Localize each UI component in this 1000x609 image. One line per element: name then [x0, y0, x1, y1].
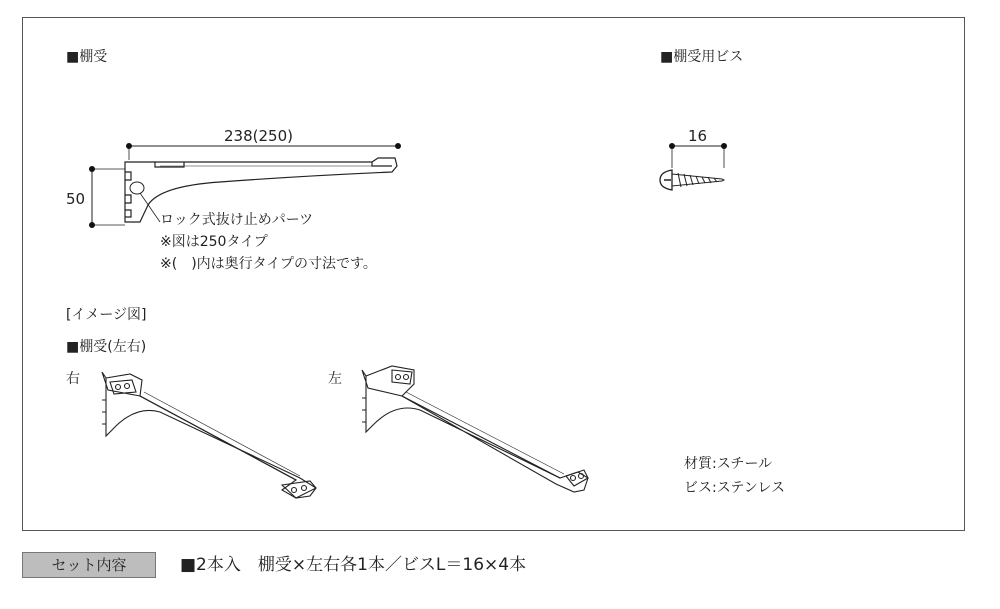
image-heading: [イメージ図]: [66, 307, 147, 323]
lock-part-callout: ロック式抜け止めパーツ: [160, 212, 314, 228]
screw-title: ■棚受用ビス: [660, 49, 744, 65]
bracket-height-dimension: 50: [66, 190, 86, 208]
label-left: 左: [328, 371, 342, 387]
material-line: 材質:スチール: [684, 456, 773, 472]
label-right: 右: [66, 371, 80, 387]
set-contents-text: ■2本入 棚受×左右各1本／ビスL＝16×4本: [180, 555, 527, 575]
note-depth-type: ※( )内は奥行タイプの寸法です。: [160, 256, 377, 272]
screw-length-dimension: 16: [688, 127, 708, 145]
screw-material-line: ビス:ステンレス: [684, 480, 785, 496]
note-250-type: ※図は250タイプ: [160, 234, 268, 250]
bracket-width-dimension: 238(250): [224, 127, 293, 145]
left-right-title: ■棚受(左右): [66, 339, 147, 355]
set-contents-label: セット内容: [22, 552, 156, 578]
bracket-title: ■棚受: [66, 49, 108, 65]
